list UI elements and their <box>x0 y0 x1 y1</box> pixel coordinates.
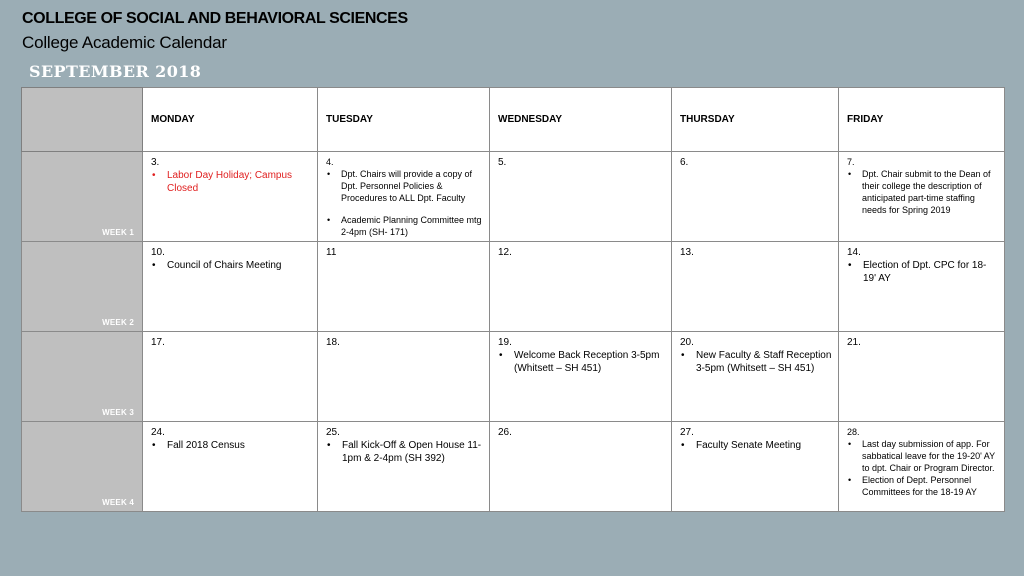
day-date: 4. <box>326 157 334 167</box>
event-item: • Fall Kick-Off & Open House 11-1pm & 2-4pm (SH 392) <box>326 439 483 465</box>
day-date: 21. <box>847 337 861 348</box>
day-cell <box>839 332 1005 422</box>
day-cell <box>318 242 490 332</box>
day-date: 7. <box>847 157 855 167</box>
week-row <box>22 332 1005 422</box>
week-label-cell <box>22 152 143 242</box>
event-item: • Labor Day Holiday; Campus Closed <box>151 169 311 195</box>
day-date: 20. <box>680 337 694 348</box>
calendar-header-row <box>22 88 1005 152</box>
week-label-cell <box>22 422 143 512</box>
day-cell <box>490 242 672 332</box>
corner-cell <box>22 88 143 152</box>
day-date: 28. <box>847 427 860 437</box>
day-date: 10. <box>151 247 165 258</box>
calendar-subtitle: College Academic Calendar <box>22 33 227 52</box>
day-cell <box>318 422 490 512</box>
day-cell <box>672 152 839 242</box>
event-item: • New Faculty & Staff Reception 3-5pm (Whitsett – SH 451) <box>680 349 832 375</box>
day-cell <box>143 332 318 422</box>
week-label: WEEK 1 <box>102 228 134 237</box>
week-label: WEEK 2 <box>102 318 134 327</box>
day-cell <box>490 422 672 512</box>
day-cell <box>490 332 672 422</box>
event-item: • Dpt. Chairs will provide a copy of Dpt. Personnel Policies & Procedures to ALL Dpt. Faculty <box>326 168 483 204</box>
column-header-wednesday: WEDNESDAY <box>490 88 672 152</box>
week-label-cell <box>22 332 143 422</box>
event-item: • Welcome Back Reception 3-5pm (Whitsett – SH 451) <box>498 349 665 375</box>
day-date: 24. <box>151 427 165 438</box>
day-date: 5. <box>498 157 507 168</box>
week-row <box>22 152 1005 242</box>
day-cell <box>672 332 839 422</box>
event-item: • Academic Planning Committee mtg 2-4pm (SH- 171) <box>326 214 483 238</box>
column-header-monday: MONDAY <box>143 88 318 152</box>
column-header-friday: FRIDAY <box>839 88 1005 152</box>
day-date: 3. <box>151 157 160 168</box>
day-cell <box>143 152 318 242</box>
week-label: WEEK 4 <box>102 498 134 507</box>
event-item: • Faculty Senate Meeting <box>680 439 832 452</box>
column-header-thursday: THURSDAY <box>672 88 839 152</box>
event-item: • Election of Dept. Personnel Committees for the 18-19 AY <box>847 474 998 498</box>
day-date: 18. <box>326 337 340 348</box>
day-cell <box>490 152 672 242</box>
day-date: 12. <box>498 247 512 258</box>
day-date: 27. <box>680 427 694 438</box>
day-date: 11 <box>326 247 337 258</box>
week-label-cell <box>22 242 143 332</box>
college-title: COLLEGE OF SOCIAL AND BEHAVIORAL SCIENCES <box>22 10 408 27</box>
day-cell <box>143 242 318 332</box>
day-date: 19. <box>498 337 512 348</box>
event-item: • Election of Dpt. CPC for 18-19' AY <box>847 259 998 285</box>
day-date: 14. <box>847 247 861 258</box>
day-date: 26. <box>498 427 512 438</box>
column-header-tuesday: TUESDAY <box>318 88 490 152</box>
day-cell <box>318 152 490 242</box>
day-date: 25. <box>326 427 340 438</box>
week-label: WEEK 3 <box>102 408 134 417</box>
day-cell <box>839 422 1005 512</box>
day-cell <box>318 332 490 422</box>
day-date: 13. <box>680 247 694 258</box>
day-date: 17. <box>151 337 165 348</box>
day-date: 6. <box>680 157 689 168</box>
day-cell <box>839 152 1005 242</box>
week-row <box>22 422 1005 512</box>
day-cell <box>839 242 1005 332</box>
calendar-table <box>21 87 1005 512</box>
event-item: • Dpt. Chair submit to the Dean of their college the description of anticipated part-time staffing needs for Spring 2019 <box>847 168 998 216</box>
event-item: • Fall 2018 Census <box>151 439 311 452</box>
day-cell <box>672 422 839 512</box>
event-item: • Council of Chairs Meeting <box>151 259 311 272</box>
day-cell <box>672 242 839 332</box>
day-cell <box>143 422 318 512</box>
month-heading: SEPTEMBER 2018 <box>29 62 202 81</box>
week-row <box>22 242 1005 332</box>
event-item: • Last day submission of app. For sabbatical leave for the 19-20' AY to dpt. Chair or Program Director. <box>847 438 998 474</box>
